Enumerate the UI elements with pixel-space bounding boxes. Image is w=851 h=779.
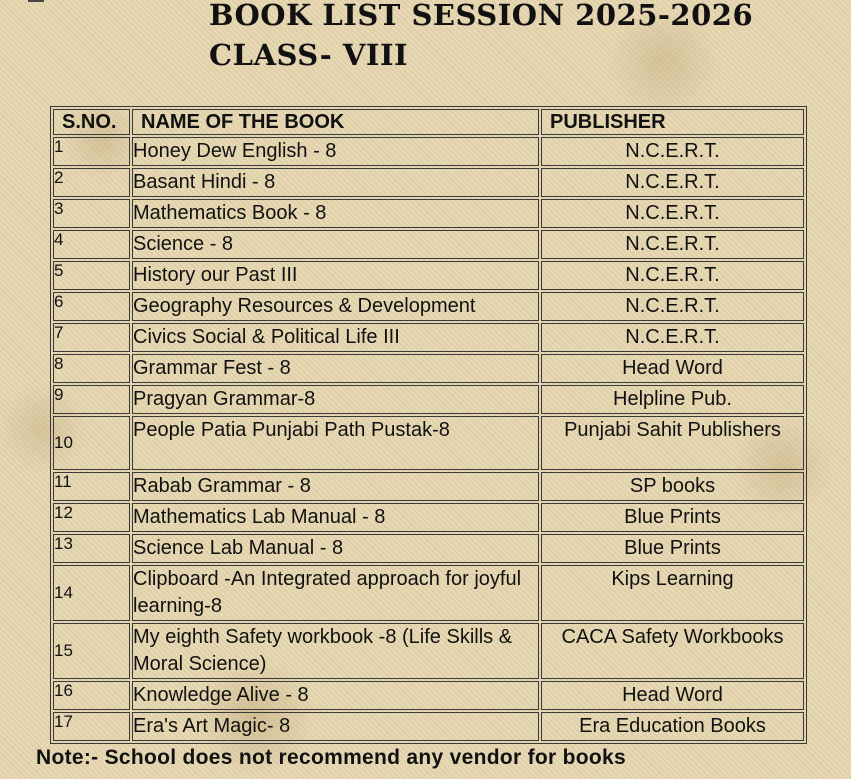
- row-book-name: Grammar Fest - 8: [132, 354, 539, 383]
- row-publisher: Punjabi Sahit Publishers: [541, 416, 804, 470]
- table-row: [53, 230, 804, 259]
- row-publisher: Blue Prints: [541, 534, 804, 563]
- row-book-name: Geography Resources & Development: [132, 292, 539, 321]
- row-book-name: Era's Art Magic- 8: [132, 712, 539, 741]
- table-row: [53, 416, 804, 470]
- row-publisher: N.C.E.R.T.: [541, 323, 804, 352]
- row-sno: 3: [53, 199, 130, 228]
- row-book-name: Rabab Grammar - 8: [132, 472, 539, 501]
- table-row: [53, 503, 804, 532]
- row-publisher: Head Word: [541, 354, 804, 383]
- row-book-name: Civics Social & Political Life III: [132, 323, 539, 352]
- row-book-name: Science Lab Manual - 8: [132, 534, 539, 563]
- row-book-name: Science - 8: [132, 230, 539, 259]
- corner-mark: [28, 0, 44, 2]
- row-book-name: Mathematics Lab Manual - 8: [132, 503, 539, 532]
- class-title: CLASS- VIII: [209, 38, 409, 72]
- row-publisher: N.C.E.R.T.: [541, 199, 804, 228]
- row-book-name: Clipboard -An Integrated approach for joyful learning-8: [132, 565, 539, 621]
- table-row: [53, 354, 804, 383]
- table-row: [53, 712, 804, 741]
- table-row: [53, 681, 804, 710]
- row-book-name: History our Past III: [132, 261, 539, 290]
- table-row: [53, 292, 804, 321]
- table-row: [53, 323, 804, 352]
- row-sno: 15: [53, 623, 130, 679]
- table-row: [53, 137, 804, 166]
- table-header-row: [53, 109, 804, 135]
- row-book-name: Pragyan Grammar-8: [132, 385, 539, 414]
- row-book-name: My eighth Safety workbook -8 (Life Skills & Moral Science): [132, 623, 539, 679]
- row-publisher: Kips Learning: [541, 565, 804, 621]
- row-sno: 1: [53, 137, 130, 166]
- column-header-sno: S.NO.: [53, 109, 130, 135]
- row-sno: 17: [53, 712, 130, 741]
- row-sno: 16: [53, 681, 130, 710]
- row-publisher: N.C.E.R.T.: [541, 230, 804, 259]
- table-row: [53, 534, 804, 563]
- row-publisher: Head Word: [541, 681, 804, 710]
- row-book-name: Knowledge Alive - 8: [132, 681, 539, 710]
- row-publisher: Era Education Books: [541, 712, 804, 741]
- row-publisher: SP books: [541, 472, 804, 501]
- table-row: [53, 385, 804, 414]
- table-row: [53, 565, 804, 621]
- row-publisher: CACA Safety Workbooks: [541, 623, 804, 679]
- row-sno: 6: [53, 292, 130, 321]
- table-row: [53, 168, 804, 197]
- row-sno: 9: [53, 385, 130, 414]
- row-sno: 5: [53, 261, 130, 290]
- row-sno: 7: [53, 323, 130, 352]
- row-publisher: Blue Prints: [541, 503, 804, 532]
- row-publisher: Helpline Pub.: [541, 385, 804, 414]
- row-sno: 8: [53, 354, 130, 383]
- row-sno: 13: [53, 534, 130, 563]
- row-publisher: N.C.E.R.T.: [541, 137, 804, 166]
- column-header-publisher: PUBLISHER: [541, 109, 804, 135]
- row-sno: 10: [53, 416, 130, 470]
- row-sno: 11: [53, 472, 130, 501]
- row-book-name: Honey Dew English - 8: [132, 137, 539, 166]
- table-row: [53, 623, 804, 679]
- table-row: [53, 472, 804, 501]
- table-row: [53, 199, 804, 228]
- vendor-note: Note:- School does not recommend any vendor for books: [36, 746, 626, 769]
- row-sno: 4: [53, 230, 130, 259]
- book-list-table: [50, 106, 807, 744]
- table-row: [53, 261, 804, 290]
- row-publisher: N.C.E.R.T.: [541, 261, 804, 290]
- row-book-name: People Patia Punjabi Path Pustak-8: [132, 416, 539, 470]
- row-book-name: Mathematics Book - 8: [132, 199, 539, 228]
- row-publisher: N.C.E.R.T.: [541, 292, 804, 321]
- row-sno: 14: [53, 565, 130, 621]
- row-publisher: N.C.E.R.T.: [541, 168, 804, 197]
- page-title: BOOK LIST SESSION 2025-2026: [209, 0, 754, 32]
- row-book-name: Basant Hindi - 8: [132, 168, 539, 197]
- row-sno: 2: [53, 168, 130, 197]
- column-header-book: NAME OF THE BOOK: [132, 109, 539, 135]
- row-sno: 12: [53, 503, 130, 532]
